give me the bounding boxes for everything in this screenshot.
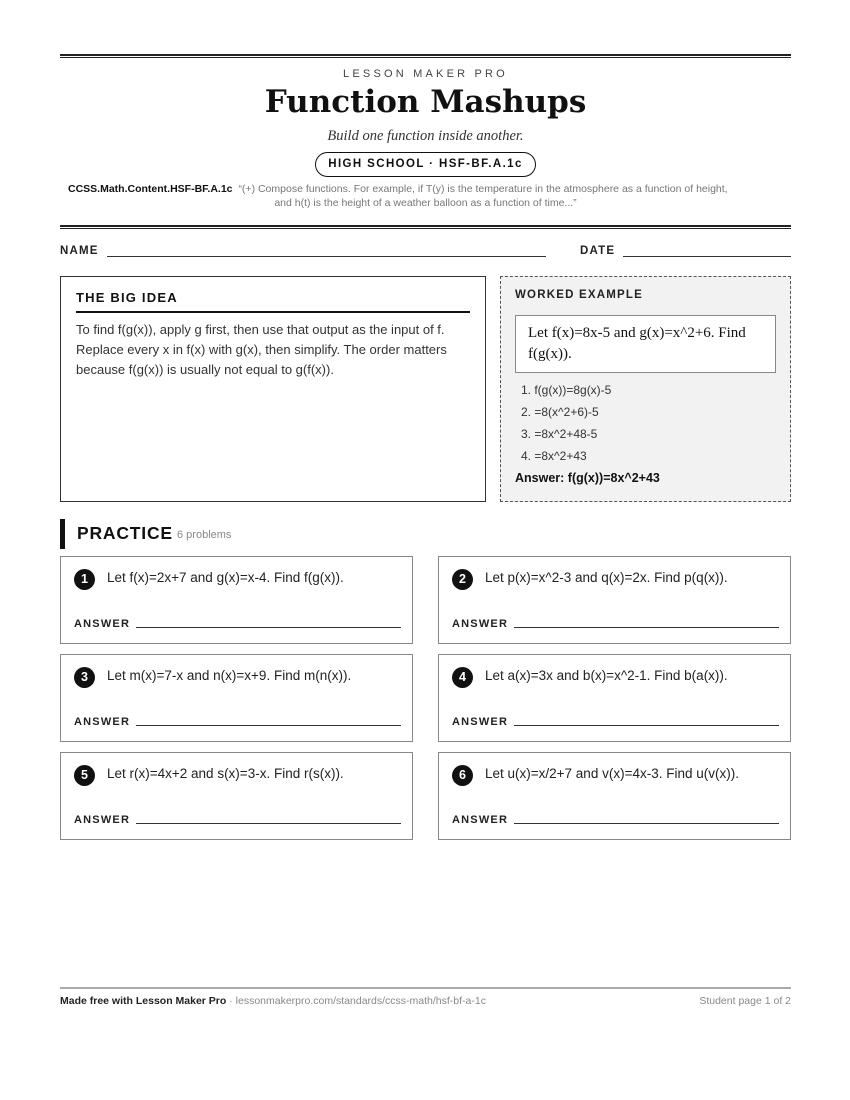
problem-number: 4	[452, 667, 473, 688]
problem-number: 2	[452, 569, 473, 590]
header-divider	[60, 225, 791, 229]
standard-quote-line2: and h(t) is the height of a weather balloon as a function of time...”	[274, 197, 577, 209]
practice-card	[60, 752, 413, 840]
practice-card	[438, 556, 791, 644]
practice-card	[438, 752, 791, 840]
practice-card	[60, 654, 413, 742]
problem-text: Let p(x)=x^2-3 and q(x)=2x. Find p(q(x)).	[485, 570, 728, 585]
worked-example-box	[500, 276, 791, 502]
top-divider	[60, 54, 791, 58]
worked-example-problem: Let f(x)=8x-5 and g(x)=x^2+6. Find f(g(x)).	[515, 315, 776, 373]
problem-number: 1	[74, 569, 95, 590]
problem-text: Let f(x)=2x+7 and g(x)=x-4. Find f(g(x)).	[107, 570, 344, 585]
problem-text: Let m(x)=7-x and n(x)=x+9. Find m(n(x)).	[107, 668, 352, 683]
standard-text	[68, 181, 791, 197]
practice-title: PRACTICE	[77, 523, 173, 543]
standard-code: CCSS.Math.Content.HSF-BF.A.1c	[68, 183, 233, 195]
worked-example-steps	[515, 379, 776, 467]
problem-number: 6	[452, 765, 473, 786]
problem-text: Let a(x)=3x and b(x)=x^2-1. Find b(a(x)).	[485, 668, 728, 683]
answer-label: ANSWER	[74, 618, 131, 630]
footer-made-with: Made free with Lesson Maker Pro	[60, 995, 227, 1007]
level-badge: HIGH SCHOOL · HSF-BF.A.1c	[315, 152, 536, 177]
practice-count: 6 problems	[177, 529, 232, 541]
problem-number: 3	[74, 667, 95, 688]
problem-number: 5	[74, 765, 95, 786]
brand-name: LESSON MAKER PRO	[343, 68, 508, 80]
problem-text: Let u(x)=x/2+7 and v(x)=4x-3. Find u(v(x)).	[485, 766, 739, 781]
footer-page-number: Student page 1 of 2	[699, 995, 791, 1007]
name-label: NAME	[60, 245, 99, 257]
practice-accent-bar	[60, 519, 65, 549]
practice-card	[438, 654, 791, 742]
big-idea-body: To find f(g(x)), apply g first, then use that output as the input of f. Replace every x in f(x) with g(x), then simplify. The order matters because f(g(x)) is usually not equal to g(f(x)).	[76, 322, 447, 377]
big-idea-box	[60, 276, 486, 502]
date-field[interactable]	[623, 256, 791, 257]
worked-step: 4. =8x^2+43	[521, 449, 587, 463]
student-fields	[60, 245, 791, 261]
page-title: Function Mashups	[264, 84, 587, 120]
problem-text: Let r(x)=4x+2 and s(x)=3-x. Find r(s(x)).	[107, 766, 344, 781]
footer-credit	[60, 995, 486, 1007]
answer-field[interactable]	[136, 627, 401, 628]
date-label: DATE	[580, 245, 616, 257]
worked-step: 2. =8(x^2+6)-5	[521, 405, 599, 419]
worked-example-answer: Answer: f(g(x))=8x^2+43	[515, 471, 660, 485]
answer-field[interactable]	[514, 725, 779, 726]
answer-label: ANSWER	[452, 814, 509, 826]
answer-field[interactable]	[136, 823, 401, 824]
answer-label: ANSWER	[452, 716, 509, 728]
worked-step: 3. =8x^2+48-5	[521, 427, 598, 441]
footer-url[interactable]: · lessonmakerpro.com/standards/ccss-math/hsf-bf-a-1c	[226, 995, 486, 1007]
footer-divider	[60, 987, 791, 989]
practice-card	[60, 556, 413, 644]
standard-quote-line1: “(+) Compose functions. For example, if T(y) is the temperature in the atmosphere as a function of height,	[238, 183, 728, 195]
answer-label: ANSWER	[74, 814, 131, 826]
answer-field[interactable]	[514, 627, 779, 628]
answer-label: ANSWER	[452, 618, 509, 630]
big-idea-heading: THE BIG IDEA	[76, 290, 470, 313]
answer-label: ANSWER	[74, 716, 131, 728]
name-field[interactable]	[107, 256, 546, 257]
practice-header	[60, 519, 460, 549]
page-subtitle: Build one function inside another.	[327, 128, 524, 144]
answer-field[interactable]	[136, 725, 401, 726]
answer-field[interactable]	[514, 823, 779, 824]
worked-example-heading: WORKED EXAMPLE	[515, 289, 643, 301]
worked-step: 1. f(g(x))=8g(x)-5	[521, 383, 612, 397]
worksheet-page	[60, 0, 791, 1100]
